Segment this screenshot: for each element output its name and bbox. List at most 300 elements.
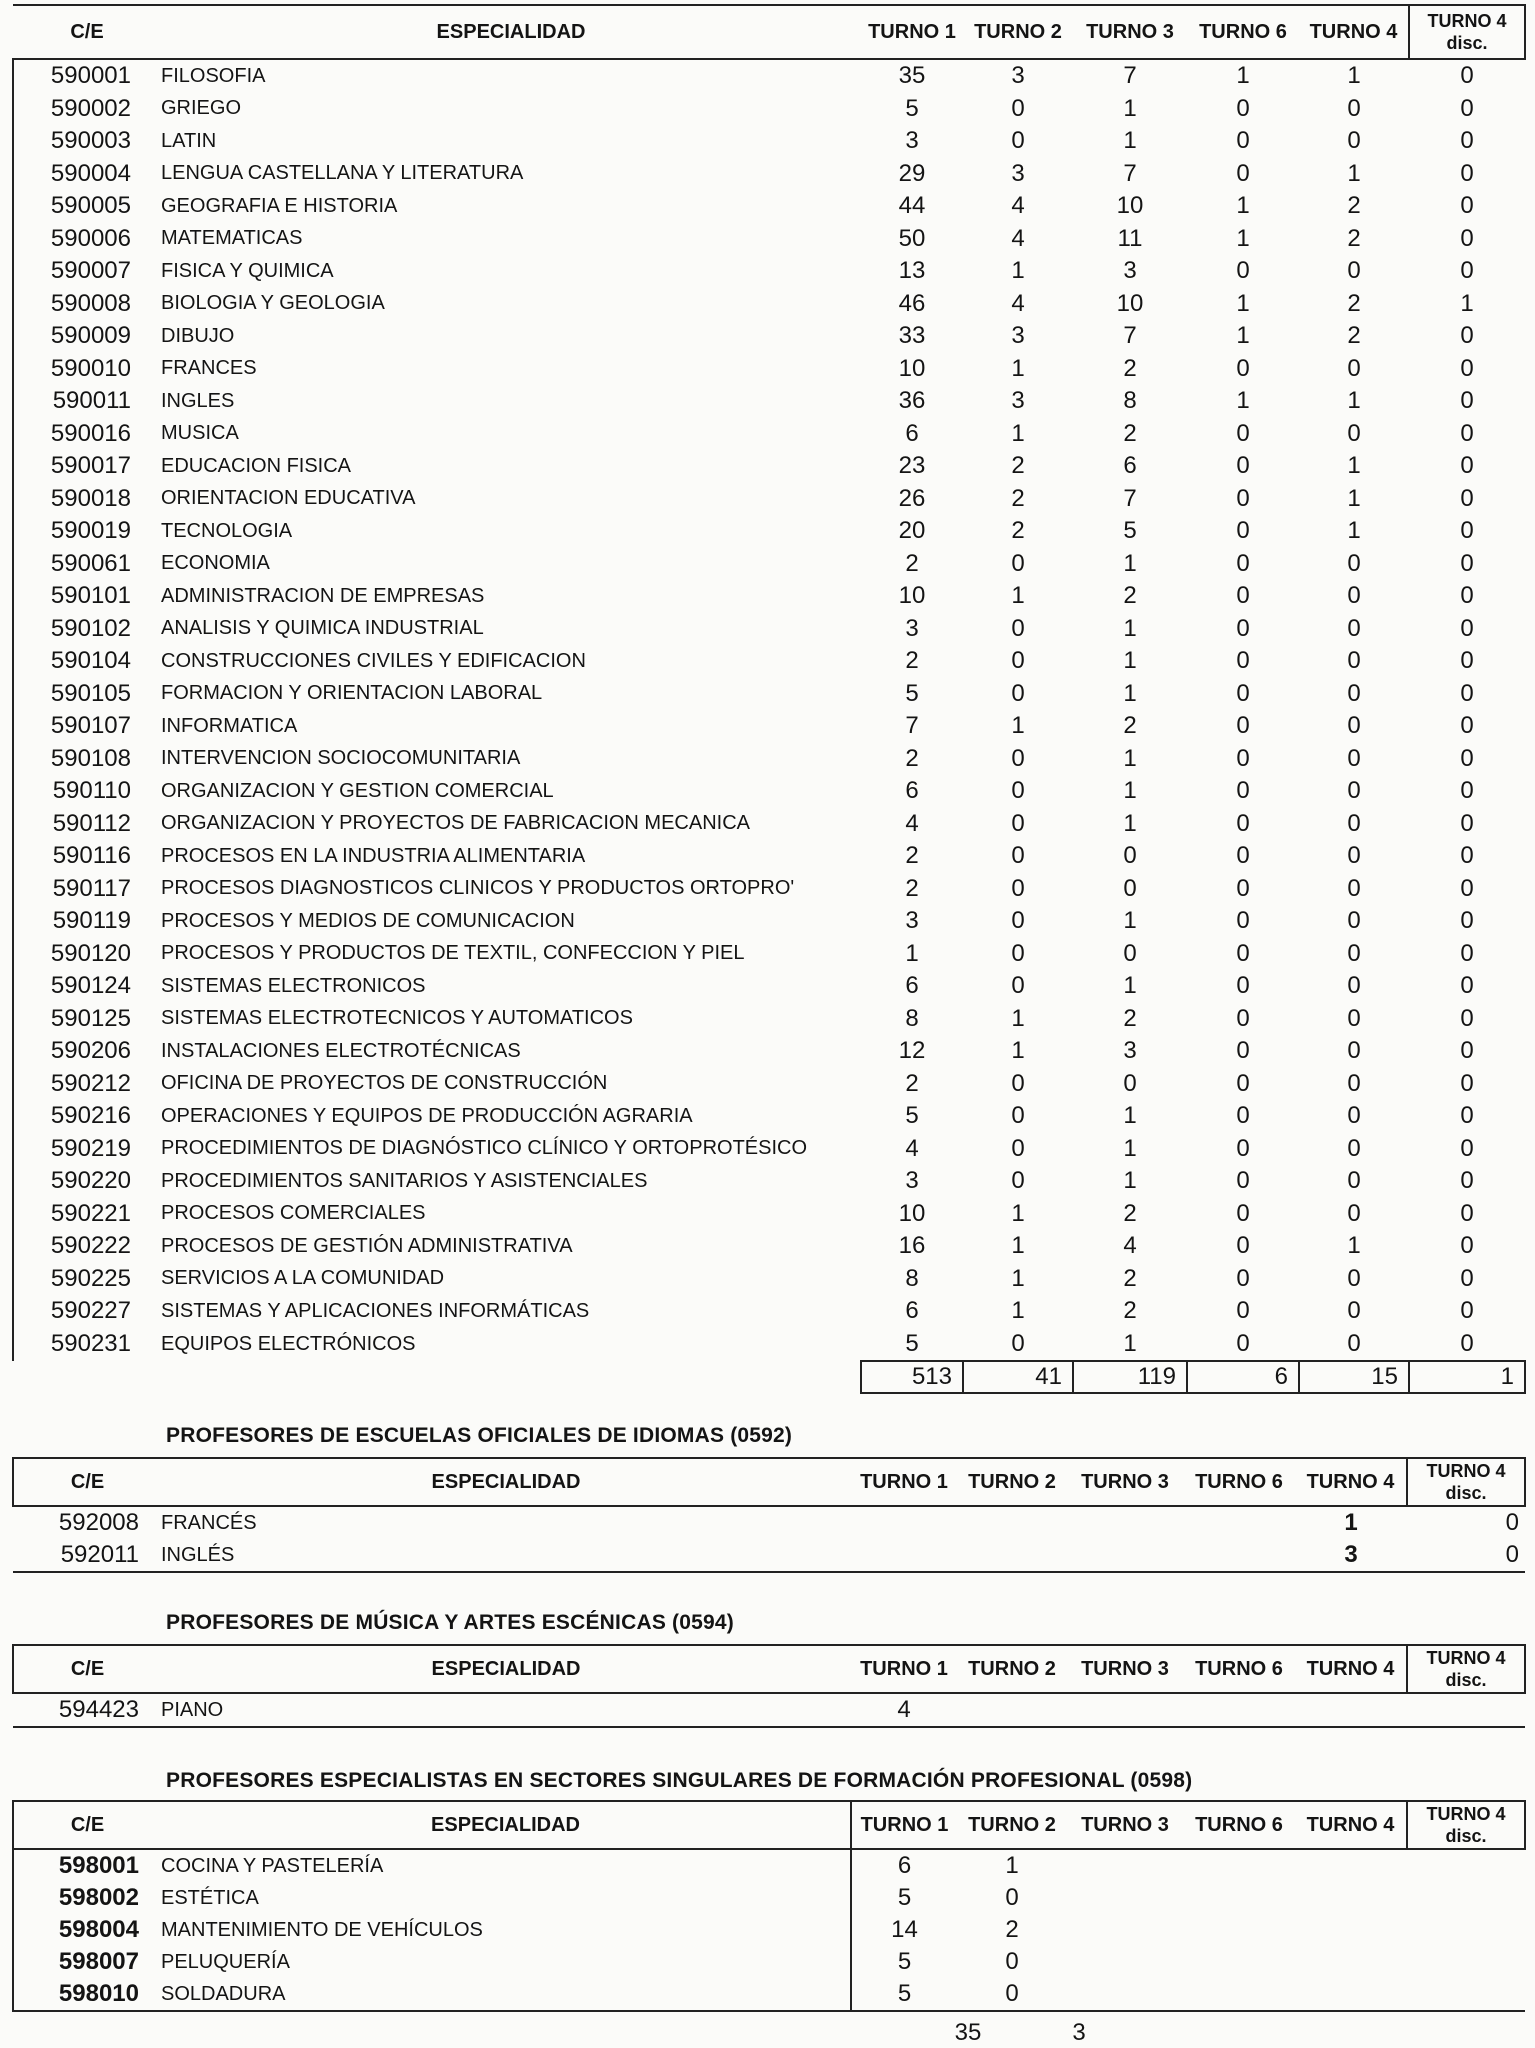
row-turno6: 1 xyxy=(1236,322,1250,350)
table-row xyxy=(13,970,1525,1003)
row-turno1: 6 xyxy=(905,1297,919,1325)
row-especialidad: SOLDADURA xyxy=(161,1978,851,2011)
row-turno4: 0 xyxy=(1347,354,1361,382)
section-title-eoi: PROFESORES DE ESCUELAS OFICIALES DE IDIOMAS (0592) xyxy=(166,1424,793,1447)
row-especialidad: PROCESOS COMERCIALES xyxy=(161,1202,426,1225)
row-turno3: 1 xyxy=(1123,614,1137,642)
row-especialidad: PROCEDIMIENTOS SANITARIOS Y ASISTENCIALES xyxy=(161,1169,648,1192)
row-especialidad: FILOSOFIA xyxy=(161,64,266,87)
row-code: 590104 xyxy=(13,645,161,678)
row-turno4: 0 xyxy=(1347,1264,1361,1292)
row-turno2: 3 xyxy=(1011,387,1025,415)
section-title-fp: PROFESORES ESPECIALISTAS EN SECTORES SINGULARES DE FORMACIÓN PROFESIONAL (0598) xyxy=(166,1769,1193,1792)
row-turno6: 0 xyxy=(1236,582,1250,610)
row-turno4-disc: 0 xyxy=(1460,679,1474,707)
row-turno1: 6 xyxy=(905,419,919,447)
row-turno4: 1 xyxy=(1347,517,1361,545)
row-turno2: 0 xyxy=(957,1978,1067,2011)
musica-table-header xyxy=(13,1645,1525,1693)
row-turno4-disc: 1 xyxy=(1460,289,1474,317)
row-turno2: 2 xyxy=(1011,452,1025,480)
header-turno4-disc-line2: disc. xyxy=(1445,1826,1487,1846)
header-turno6: TURNO 6 xyxy=(1183,1458,1295,1506)
table-row xyxy=(13,905,1525,938)
row-turno3: 1 xyxy=(1123,1329,1137,1357)
row-turno1: 14 xyxy=(851,1914,957,1946)
eoi-table xyxy=(12,1457,1526,1573)
row-especialidad: FRANCES xyxy=(161,357,257,380)
row-especialidad: INTERVENCION SOCIOCOMUNITARIA xyxy=(161,747,521,770)
row-turno3: 0 xyxy=(1123,842,1137,870)
row-turno3: 7 xyxy=(1123,484,1137,512)
row-code: 590061 xyxy=(13,548,161,581)
total-turno6: 6 xyxy=(1187,1361,1299,1393)
musica-table xyxy=(12,1644,1526,1728)
header-turno2: TURNO 2 xyxy=(957,1458,1067,1506)
row-turno4-disc: 0 xyxy=(1460,94,1474,122)
row-turno4-disc: 0 xyxy=(1460,62,1474,90)
row-turno2: 1 xyxy=(1011,1199,1025,1227)
row-code: 590001 xyxy=(13,59,161,93)
row-turno1: 4 xyxy=(905,1134,919,1162)
row-code: 590003 xyxy=(13,125,161,158)
table-row xyxy=(13,1230,1525,1263)
row-turno1: 3 xyxy=(905,907,919,935)
row-turno4-disc: 0 xyxy=(1460,1102,1474,1130)
row-especialidad: PROCESOS EN LA INDUSTRIA ALIMENTARIA xyxy=(161,844,586,867)
row-turno6: 0 xyxy=(1236,1297,1250,1325)
row-turno2: 0 xyxy=(1005,1884,1019,1911)
row-turno1: 5 xyxy=(905,94,919,122)
row-turno3: 7 xyxy=(1123,159,1137,187)
row-especialidad: FISICA Y QUIMICA xyxy=(161,259,334,282)
table-row xyxy=(13,255,1525,288)
row-turno1: 7 xyxy=(905,712,919,740)
row-turno4: 0 xyxy=(1347,777,1361,805)
table-row xyxy=(13,1882,1525,1914)
row-turno1: 8 xyxy=(905,1004,919,1032)
row-turno3: 3 xyxy=(1123,257,1137,285)
row-turno4-disc: 0 xyxy=(1460,517,1474,545)
header-turno4-disc xyxy=(1407,1645,1525,1693)
table-row xyxy=(13,840,1525,873)
row-turno1: 10 xyxy=(898,582,926,610)
row-turno3: 0 xyxy=(1123,1069,1137,1097)
row-turno2: 0 xyxy=(1011,1329,1025,1357)
row-turno4-disc: 0 xyxy=(1460,1037,1474,1065)
row-turno1: 5 xyxy=(851,1978,957,2011)
row-turno2: 3 xyxy=(1011,159,1025,187)
row-turno2: 2 xyxy=(1005,1916,1019,1943)
row-code: 590017 xyxy=(13,450,161,483)
row-turno1: 3 xyxy=(905,1167,919,1195)
table-row xyxy=(13,1198,1525,1231)
row-turno3: 2 xyxy=(1123,582,1137,610)
row-especialidad: ECONOMIA xyxy=(161,552,270,575)
row-turno1: 29 xyxy=(898,159,926,187)
row-turno3: 1 xyxy=(1123,744,1137,772)
row-especialidad: MUSICA xyxy=(161,422,239,445)
row-turno6: 0 xyxy=(1236,517,1250,545)
row-turno4: 1 xyxy=(1347,159,1361,187)
row-turno3: 2 xyxy=(1123,419,1137,447)
row-especialidad: PROCESOS Y MEDIOS DE COMUNICACION xyxy=(161,909,575,932)
row-code: 598002 xyxy=(13,1882,161,1914)
row-code: 590216 xyxy=(13,1100,161,1133)
row-code: 590124 xyxy=(13,970,161,1003)
row-turno3: 1 xyxy=(1123,1167,1137,1195)
header-turno2: TURNO 2 xyxy=(963,5,1073,59)
header-especialidad: ESPECIALIDAD xyxy=(161,1645,851,1693)
header-turno4: TURNO 4 xyxy=(1295,1645,1407,1693)
row-turno4: 1 xyxy=(1344,1509,1358,1536)
row-turno2: 1 xyxy=(1011,257,1025,285)
row-code: 590112 xyxy=(13,808,161,841)
row-turno4: 0 xyxy=(1347,939,1361,967)
row-turno6: 0 xyxy=(1236,354,1250,382)
row-turno1: 2 xyxy=(905,874,919,902)
row-code: 598001 xyxy=(13,1849,161,1882)
row-turno4: 0 xyxy=(1347,582,1361,610)
row-code: 590227 xyxy=(13,1295,161,1328)
header-turno3: TURNO 3 xyxy=(1073,5,1187,59)
row-code: 590006 xyxy=(13,223,161,256)
row-turno6: 0 xyxy=(1236,1004,1250,1032)
row-especialidad: ADMINISTRACION DE EMPRESAS xyxy=(161,584,485,607)
row-code: 590221 xyxy=(13,1198,161,1231)
row-turno2: 4 xyxy=(1011,289,1025,317)
table-row xyxy=(13,1693,1525,1727)
row-turno6: 0 xyxy=(1236,842,1250,870)
row-code: 590120 xyxy=(13,938,161,971)
row-turno2: 1 xyxy=(1011,1004,1025,1032)
header-especialidad: ESPECIALIDAD xyxy=(161,1801,851,1849)
row-turno6: 0 xyxy=(1236,939,1250,967)
row-code: 590222 xyxy=(13,1230,161,1263)
header-turno1: TURNO 1 xyxy=(851,1645,957,1693)
row-turno3: 8 xyxy=(1123,387,1137,415)
row-turno4: 0 xyxy=(1347,1037,1361,1065)
header-turno3: TURNO 3 xyxy=(1067,1645,1183,1693)
row-code: 592011 xyxy=(13,1539,161,1572)
row-code: 590101 xyxy=(13,580,161,613)
row-turno3: 10 xyxy=(1116,192,1144,220)
row-turno6: 0 xyxy=(1236,874,1250,902)
row-turno1: 4 xyxy=(905,809,919,837)
row-especialidad: INSTALACIONES ELECTROTÉCNICAS xyxy=(161,1039,521,1062)
row-code: 590117 xyxy=(13,873,161,906)
table-row xyxy=(13,710,1525,743)
header-turno6: TURNO 6 xyxy=(1183,1801,1295,1849)
row-turno2: 0 xyxy=(1011,679,1025,707)
row-turno4: 0 xyxy=(1347,94,1361,122)
row-turno4: 0 xyxy=(1347,744,1361,772)
row-especialidad: SERVICIOS A LA COMUNIDAD xyxy=(161,1267,445,1290)
row-turno2: 1 xyxy=(1011,1264,1025,1292)
row-turno3: 2 xyxy=(1123,1199,1137,1227)
row-turno4-disc: 0 xyxy=(1460,744,1474,772)
row-turno3: 1 xyxy=(1123,972,1137,1000)
row-turno4: 3 xyxy=(1295,1539,1407,1572)
row-code: 598010 xyxy=(13,1978,161,2011)
row-turno4: 0 xyxy=(1347,127,1361,155)
row-turno6: 0 xyxy=(1236,679,1250,707)
row-turno4: 0 xyxy=(1347,842,1361,870)
fp-total-turno2: 3 xyxy=(1072,2019,1086,2046)
row-turno6: 0 xyxy=(1236,452,1250,480)
row-turno1: 36 xyxy=(898,387,926,415)
row-turno3: 5 xyxy=(1123,517,1137,545)
row-turno4: 0 xyxy=(1347,1134,1361,1162)
table-row xyxy=(13,1978,1525,2011)
row-especialidad: SISTEMAS ELECTROTECNICOS Y AUTOMATICOS xyxy=(161,1007,633,1030)
row-turno3: 2 xyxy=(1123,1004,1137,1032)
row-turno6: 1 xyxy=(1236,289,1250,317)
row-turno4-disc: 0 xyxy=(1460,712,1474,740)
table-row xyxy=(13,320,1525,353)
row-turno6: 0 xyxy=(1236,809,1250,837)
row-turno4-disc: 0 xyxy=(1460,972,1474,1000)
row-turno1: 5 xyxy=(905,1102,919,1130)
row-code: 590212 xyxy=(13,1068,161,1101)
row-turno4: 1 xyxy=(1347,62,1361,90)
row-turno2: 0 xyxy=(1011,1134,1025,1162)
row-especialidad: GRIEGO xyxy=(161,97,242,120)
row-turno2: 0 xyxy=(1011,549,1025,577)
row-turno4-disc: 0 xyxy=(1407,1539,1525,1572)
row-turno1: 3 xyxy=(905,127,919,155)
row-turno4-disc: 0 xyxy=(1460,1329,1474,1357)
table-row xyxy=(13,483,1525,516)
row-turno2: 0 xyxy=(1011,1102,1025,1130)
row-turno6: 0 xyxy=(1236,1264,1250,1292)
row-turno2: 0 xyxy=(1005,1948,1019,1975)
row-code: 590019 xyxy=(13,515,161,548)
row-turno4-disc: 0 xyxy=(1460,1134,1474,1162)
row-turno4: 0 xyxy=(1347,647,1361,675)
row-especialidad: FRANCÉS xyxy=(161,1511,257,1534)
row-especialidad: COCINA Y PASTELERÍA xyxy=(161,1854,384,1877)
row-turno6: 0 xyxy=(1236,127,1250,155)
row-turno1: 12 xyxy=(898,1037,926,1065)
row-turno4-disc: 0 xyxy=(1460,939,1474,967)
row-especialidad: BIOLOGIA Y GEOLOGIA xyxy=(161,292,385,315)
section-title-musica: PROFESORES DE MÚSICA Y ARTES ESCÉNICAS (0594) xyxy=(166,1611,734,1634)
header-turno4-disc-line1: TURNO 4 xyxy=(1426,1648,1506,1668)
row-turno4: 2 xyxy=(1347,192,1361,220)
row-especialidad: PROCESOS DIAGNOSTICOS CLINICOS Y PRODUCTOS ORTOPRO' xyxy=(161,877,795,900)
row-code: 590116 xyxy=(13,840,161,873)
row-code: 590125 xyxy=(13,1003,161,1036)
table-row xyxy=(13,223,1525,256)
header-turno1: TURNO 1 xyxy=(861,5,963,59)
row-turno4-disc: 0 xyxy=(1460,582,1474,610)
row-turno2: 1 xyxy=(1011,419,1025,447)
row-turno6: 0 xyxy=(1236,1069,1250,1097)
row-turno6: 0 xyxy=(1236,907,1250,935)
row-turno4-disc: 0 xyxy=(1460,224,1474,252)
row-turno2: 3 xyxy=(1011,322,1025,350)
row-turno1: 2 xyxy=(905,549,919,577)
row-turno2: 1 xyxy=(1011,1037,1025,1065)
row-especialidad: GEOGRAFIA E HISTORIA xyxy=(161,194,398,217)
row-code: 590011 xyxy=(13,385,161,418)
row-turno3: 7 xyxy=(1123,62,1137,90)
row-code: 590016 xyxy=(13,418,161,451)
table-row xyxy=(13,1506,1525,1539)
row-turno1: 23 xyxy=(898,452,926,480)
row-turno6: 1 xyxy=(1236,224,1250,252)
table-row xyxy=(13,808,1525,841)
row-turno2: 1 xyxy=(1011,354,1025,382)
row-turno2: 0 xyxy=(1011,647,1025,675)
table-row xyxy=(13,678,1525,711)
row-turno4: 0 xyxy=(1347,712,1361,740)
table-row xyxy=(13,1849,1525,1882)
row-especialidad: PROCEDIMIENTOS DE DIAGNÓSTICO CLÍNICO Y ORTOPROTÉSICO xyxy=(161,1137,808,1160)
row-turno1: 1 xyxy=(905,939,919,967)
row-turno6: 1 xyxy=(1236,62,1250,90)
row-especialidad: ORGANIZACION Y GESTION COMERCIAL xyxy=(161,779,554,802)
row-turno4: 0 xyxy=(1347,1199,1361,1227)
row-code: 590008 xyxy=(13,288,161,321)
table-row xyxy=(13,645,1525,678)
row-turno3: 1 xyxy=(1123,679,1137,707)
row-especialidad: ANALISIS Y QUIMICA INDUSTRIAL xyxy=(161,617,484,640)
row-especialidad: EQUIPOS ELECTRÓNICOS xyxy=(161,1332,416,1355)
row-turno2: 0 xyxy=(1011,614,1025,642)
row-turno4-disc: 0 xyxy=(1460,387,1474,415)
row-code: 594423 xyxy=(13,1693,161,1727)
row-turno4-disc: 0 xyxy=(1460,874,1474,902)
row-turno4: 2 xyxy=(1347,289,1361,317)
row-turno4-disc: 0 xyxy=(1460,809,1474,837)
header-code: C/E xyxy=(13,1458,161,1506)
row-turno2: 0 xyxy=(1011,809,1025,837)
row-turno3: 1 xyxy=(1123,549,1137,577)
row-turno1: 16 xyxy=(898,1232,926,1260)
row-turno1: 20 xyxy=(898,517,926,545)
table-row xyxy=(13,418,1525,451)
row-code: 592008 xyxy=(58,1509,139,1536)
row-turno3: 0 xyxy=(1123,874,1137,902)
row-turno6: 0 xyxy=(1236,1167,1250,1195)
row-turno4-disc: 0 xyxy=(1460,1069,1474,1097)
row-turno4: 0 xyxy=(1347,1069,1361,1097)
row-turno1: 5 xyxy=(905,679,919,707)
fp-total-turno1: 35 xyxy=(954,2019,982,2046)
row-turno4-disc: 0 xyxy=(1460,159,1474,187)
header-turno2: TURNO 2 xyxy=(957,1645,1067,1693)
row-turno6: 0 xyxy=(1236,614,1250,642)
table-row xyxy=(13,190,1525,223)
row-turno4: 1 xyxy=(1347,484,1361,512)
row-turno1: 8 xyxy=(905,1264,919,1292)
row-turno4-disc: 0 xyxy=(1460,452,1474,480)
table-row xyxy=(13,1295,1525,1328)
row-turno4-disc: 0 xyxy=(1460,1232,1474,1260)
row-turno2: 1 xyxy=(1011,1232,1025,1260)
row-turno4-disc: 0 xyxy=(1460,354,1474,382)
row-code: 590110 xyxy=(13,775,161,808)
row-turno3: 2 xyxy=(1123,1264,1137,1292)
total-turno3: 119 xyxy=(1073,1361,1187,1393)
row-turno1: 6 xyxy=(851,1849,957,1882)
row-code: 598004 xyxy=(13,1914,161,1946)
table-row xyxy=(13,385,1525,418)
table-row xyxy=(13,1133,1525,1166)
row-turno4-disc: 0 xyxy=(1505,1509,1519,1536)
row-code: 590219 xyxy=(13,1133,161,1166)
row-turno6: 0 xyxy=(1236,1232,1250,1260)
row-especialidad: ESTÉTICA xyxy=(161,1886,259,1909)
row-turno3: 0 xyxy=(1123,939,1137,967)
row-turno1: 13 xyxy=(898,257,926,285)
row-turno3: 2 xyxy=(1123,1297,1137,1325)
row-especialidad: INGLES xyxy=(161,389,235,412)
row-turno1: 2 xyxy=(905,1069,919,1097)
header-turno4-disc xyxy=(1407,1801,1525,1849)
table-row xyxy=(13,873,1525,906)
row-code: 590009 xyxy=(13,320,161,353)
row-turno1: 44 xyxy=(898,192,926,220)
row-especialidad: LATIN xyxy=(161,129,217,152)
row-code: 590105 xyxy=(13,678,161,711)
row-turno6: 1 xyxy=(1236,192,1250,220)
header-code: C/E xyxy=(13,1801,161,1849)
row-turno6: 0 xyxy=(1236,1199,1250,1227)
header-turno4-disc-line1: TURNO 4 xyxy=(1426,1461,1506,1481)
row-turno2: 1 xyxy=(1011,712,1025,740)
row-especialidad: SISTEMAS ELECTRONICOS xyxy=(161,974,426,997)
header-turno6: TURNO 6 xyxy=(1187,5,1299,59)
row-especialidad: OPERACIONES Y EQUIPOS DE PRODUCCIÓN AGRARIA xyxy=(161,1104,693,1127)
row-turno4: 2 xyxy=(1347,322,1361,350)
table-row xyxy=(13,1068,1525,1101)
row-turno1: 33 xyxy=(898,322,926,350)
row-especialidad: EDUCACION FISICA xyxy=(161,454,352,477)
row-especialidad: CONSTRUCCIONES CIVILES Y EDIFICACION xyxy=(161,649,586,672)
row-code: 590231 xyxy=(13,1328,161,1362)
row-turno4: 0 xyxy=(1347,1102,1361,1130)
table-row xyxy=(13,743,1525,776)
row-turno4-disc: 0 xyxy=(1460,1297,1474,1325)
row-turno6: 0 xyxy=(1236,1329,1250,1357)
row-especialidad: MATEMATICAS xyxy=(161,227,303,250)
row-code: 590004 xyxy=(13,158,161,191)
row-code: 590225 xyxy=(13,1263,161,1296)
row-turno4: 0 xyxy=(1347,1329,1361,1357)
table-row xyxy=(13,353,1525,386)
row-turno3: 4 xyxy=(1123,1232,1137,1260)
row-turno1: 3 xyxy=(905,614,919,642)
row-turno4: 0 xyxy=(1347,679,1361,707)
header-code: C/E xyxy=(13,1645,161,1693)
row-turno4-disc: 0 xyxy=(1460,322,1474,350)
row-turno6: 0 xyxy=(1236,159,1250,187)
row-turno4: 0 xyxy=(1347,614,1361,642)
header-turno1: TURNO 1 xyxy=(851,1801,957,1849)
row-turno6: 0 xyxy=(1236,972,1250,1000)
header-turno4-disc-line2: disc. xyxy=(1446,33,1488,53)
row-turno3: 11 xyxy=(1117,224,1143,252)
header-turno4-disc-line2: disc. xyxy=(1445,1483,1487,1503)
row-turno4: 1 xyxy=(1347,1232,1361,1260)
row-turno2: 1 xyxy=(1005,1852,1019,1879)
row-turno4-disc: 0 xyxy=(1460,907,1474,935)
row-turno2: 2 xyxy=(1011,517,1025,545)
row-code: 590005 xyxy=(13,190,161,223)
